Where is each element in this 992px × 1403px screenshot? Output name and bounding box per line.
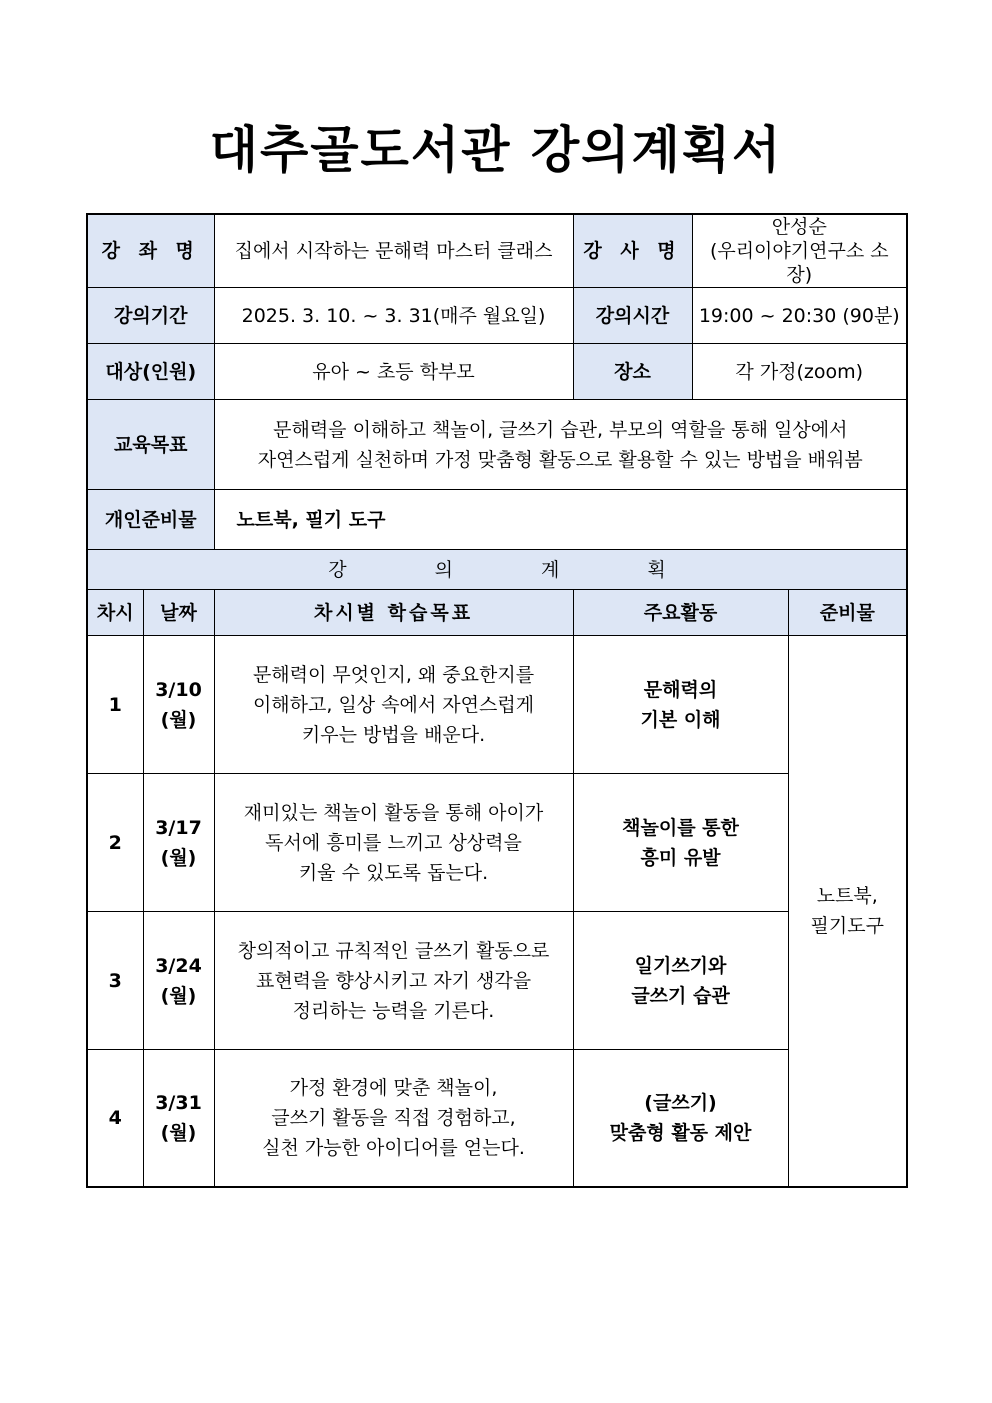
session-activity [573, 636, 788, 774]
session-objective [214, 774, 573, 912]
activity-line: 책놀이를 통한 [622, 816, 739, 839]
activity-line: (글쓰기) [644, 1091, 717, 1114]
plan-title-row [87, 550, 907, 590]
goal-line: 자연스럽게 실천하며 가정 맞춤형 활동으로 활용할 수 있는 방법을 배워봄 [257, 448, 863, 471]
activity-header: 주요활동 [573, 590, 788, 636]
session-date [143, 636, 214, 774]
session-activity [573, 1050, 788, 1187]
session-objective [214, 636, 573, 774]
session-number: 2 [87, 774, 143, 912]
date-text: 3/10 [155, 678, 202, 701]
objective-line: 재미있는 책놀이 활동을 통해 아이가 [243, 801, 544, 824]
lecture-plan-table [86, 213, 908, 1188]
objective-header: 차시별 학습목표 [214, 590, 573, 636]
session-activity [573, 912, 788, 1050]
session-date [143, 912, 214, 1050]
goal-label: 교육목표 [87, 400, 214, 490]
goal-value [214, 400, 907, 490]
day-text: (월) [160, 1121, 197, 1144]
session-objective [214, 1050, 573, 1187]
date-text: 3/17 [155, 816, 202, 839]
page-title: 대추골도서관 강의계획서 [209, 121, 783, 179]
period-row [87, 288, 907, 344]
session-row [87, 912, 907, 1050]
session-activity [573, 774, 788, 912]
objective-line: 표현력을 향상시키고 자기 생각을 [255, 969, 532, 992]
target-label: 대상(인원) [87, 344, 214, 400]
materials-line: 노트북, [816, 884, 878, 907]
session-number: 4 [87, 1050, 143, 1187]
time-label: 강의시간 [573, 288, 692, 344]
plan-header-row [87, 590, 907, 636]
time-value: 19:00 ~ 20:30 (90분) [692, 288, 907, 344]
instructor-name: 안성순 [771, 216, 827, 238]
session-row [87, 1050, 907, 1187]
instructor-affiliation: (우리이야기연구소 소장) [709, 240, 889, 286]
materials-header: 준비물 [788, 590, 907, 636]
activity-line: 문해력의 [643, 678, 718, 701]
place-label: 장소 [573, 344, 692, 400]
objective-line: 문해력이 무엇인지, 왜 중요한지를 [252, 663, 535, 686]
prep-value: 노트북, 필기 도구 [214, 490, 907, 550]
course-value: 집에서 시작하는 문해력 마스터 클래스 [214, 214, 573, 288]
objective-line: 이해하고, 일상 속에서 자연스럽게 [252, 693, 535, 716]
session-date [143, 774, 214, 912]
goal-line: 문해력을 이해하고 책놀이, 글쓰기 습관, 부모의 역할을 통해 일상에서 [273, 418, 848, 441]
day-text: (월) [160, 708, 197, 731]
prep-row [87, 490, 907, 550]
session-header: 차시 [87, 590, 143, 636]
prep-label: 개인준비물 [87, 490, 214, 550]
target-row [87, 344, 907, 400]
activity-line: 기본 이해 [640, 708, 721, 731]
course-row [87, 214, 907, 288]
activity-line: 맞춤형 활동 제안 [609, 1121, 752, 1144]
objective-line: 키울 수 있도록 돕는다. [298, 861, 489, 884]
objective-line: 정리하는 능력을 기른다. [292, 999, 495, 1022]
activity-line: 글쓰기 습관 [631, 984, 730, 1007]
activity-line: 흥미 유발 [640, 846, 721, 869]
session-number: 1 [87, 636, 143, 774]
day-text: (월) [160, 984, 197, 1007]
objective-line: 가정 환경에 맞춘 책놀이, [289, 1076, 498, 1099]
objective-line: 키우는 방법을 배운다. [301, 723, 486, 746]
instructor-cell [692, 214, 907, 288]
day-text: (월) [160, 846, 197, 869]
objective-line: 독서에 흥미를 느끼고 상상력을 [265, 831, 522, 854]
plan-title: 강의계획 [328, 558, 754, 581]
session-row [87, 636, 907, 774]
materials-line: 필기도구 [810, 914, 884, 937]
session-objective [214, 912, 573, 1050]
plan-title-cell [87, 550, 907, 590]
goal-row [87, 400, 907, 490]
session-date [143, 1050, 214, 1187]
date-header: 날짜 [143, 590, 214, 636]
date-text: 3/31 [155, 1091, 202, 1114]
session-row [87, 774, 907, 912]
session-number: 3 [87, 912, 143, 1050]
target-value: 유아 ~ 초등 학부모 [214, 344, 573, 400]
course-label: 강 좌 명 [87, 214, 214, 288]
period-value: 2025. 3. 10. ~ 3. 31(매주 월요일) [214, 288, 573, 344]
objective-line: 창의적이고 규칙적인 글쓰기 활동으로 [237, 939, 550, 962]
period-label: 강의기간 [87, 288, 214, 344]
objective-line: 글쓰기 활동을 직접 경험하고, [271, 1106, 516, 1129]
objective-line: 실천 가능한 아이디어를 얻는다. [262, 1136, 525, 1159]
place-value: 각 가정(zoom) [692, 344, 907, 400]
activity-line: 일기쓰기와 [634, 954, 727, 977]
materials-cell [788, 636, 907, 1187]
instructor-label: 강 사 명 [573, 214, 692, 288]
date-text: 3/24 [155, 954, 202, 977]
